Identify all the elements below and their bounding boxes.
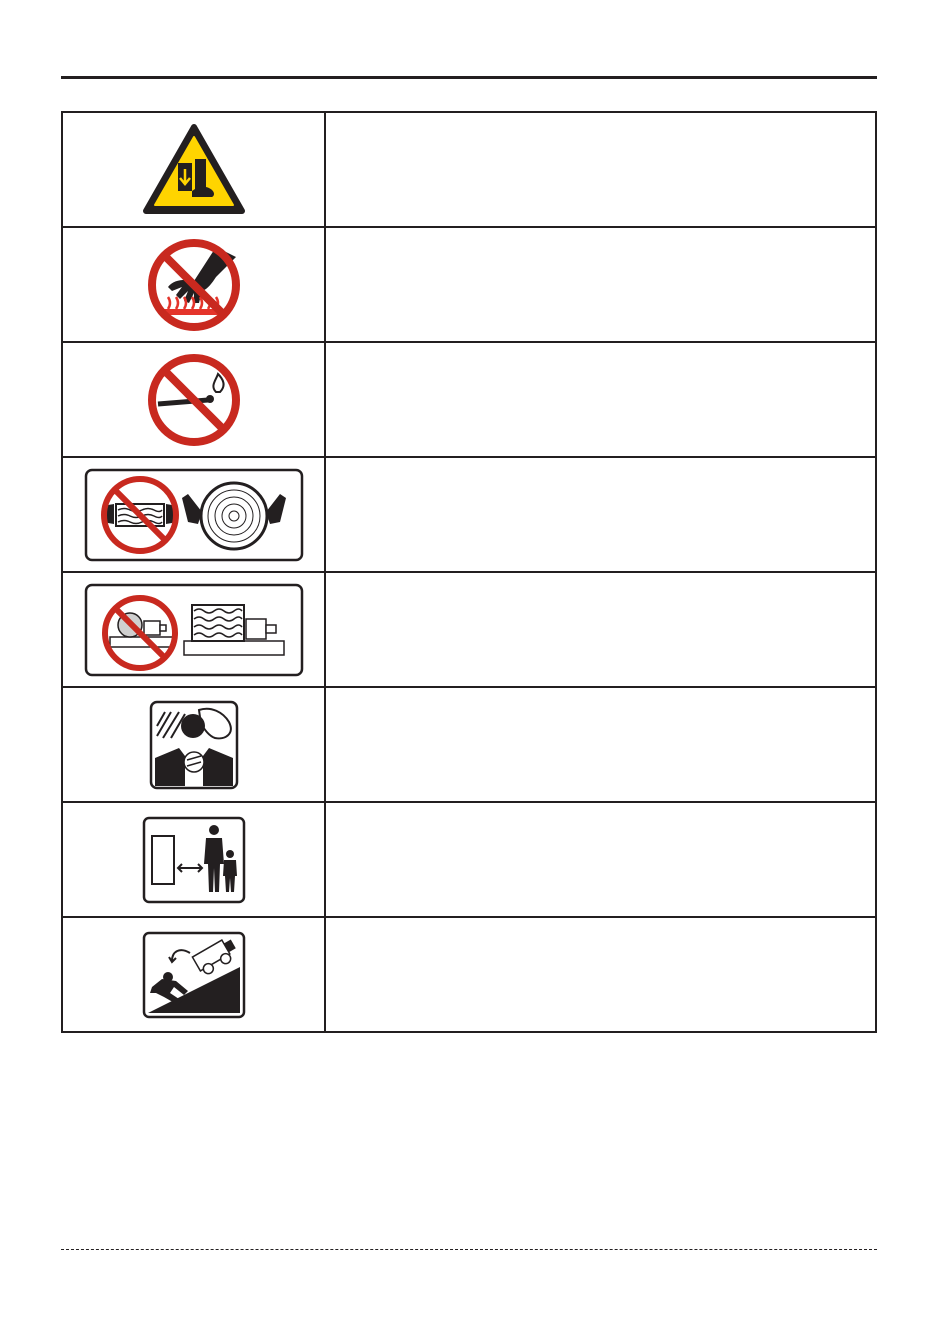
- table-row: [62, 342, 876, 457]
- icon-cell: [62, 342, 325, 457]
- table-row: [62, 802, 876, 917]
- table-row: [62, 457, 876, 572]
- description-cell: [325, 687, 876, 802]
- tip-over-slope-icon: [142, 931, 246, 1019]
- description-cell: [325, 917, 876, 1032]
- icon-cell: [62, 917, 325, 1032]
- no-open-flame-icon: [146, 352, 242, 448]
- safety-symbols-table: [61, 111, 877, 1033]
- table-row: [62, 917, 876, 1032]
- icon-cell: [62, 112, 325, 227]
- table-row: [62, 227, 876, 342]
- footer-dashed-rule: [61, 1249, 877, 1250]
- icon-cell: [62, 227, 325, 342]
- description-cell: [325, 572, 876, 687]
- table-row: [62, 687, 876, 802]
- description-cell: [325, 802, 876, 917]
- table-row: [62, 112, 876, 227]
- icon-cell: [62, 457, 325, 572]
- toxic-fumes-icon: [149, 700, 239, 790]
- description-cell: [325, 112, 876, 227]
- icon-cell: [62, 687, 325, 802]
- icon-cell: [62, 572, 325, 687]
- crush-foot-warning-icon: [142, 123, 246, 217]
- description-cell: [325, 342, 876, 457]
- log-orientation-icon: [84, 583, 304, 677]
- table-row: [62, 572, 876, 687]
- keep-bystanders-away-icon: [142, 816, 246, 904]
- grip-log-correctly-icon: [84, 468, 304, 562]
- description-cell: [325, 227, 876, 342]
- icon-cell: [62, 802, 325, 917]
- top-rule: [61, 76, 877, 79]
- description-cell: [325, 457, 876, 572]
- no-touch-hot-surface-icon: [146, 237, 242, 333]
